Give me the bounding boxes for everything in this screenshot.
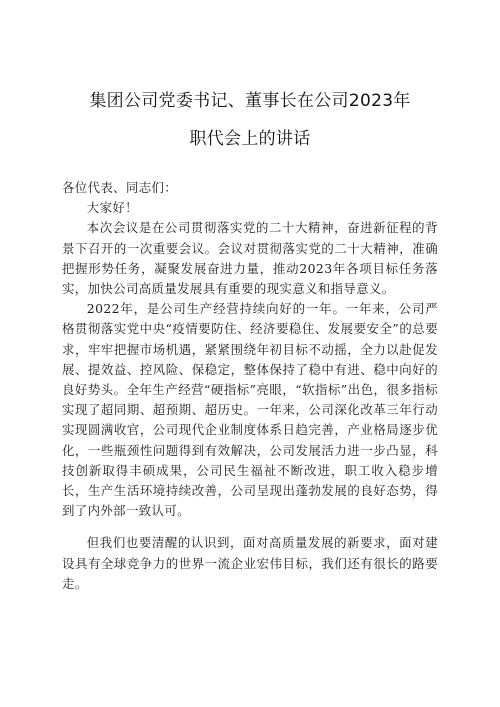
speech-body <box>62 178 438 594</box>
document-title-line-2: 职代会上的讲话 <box>189 129 311 149</box>
challenges-paragraph: 但我们也要清醒的认识到，面对高质量发展的新要求，面对建设具有全球竞争力的世界一流企业宏伟目标，我们还有很长的路要走。 <box>62 535 438 591</box>
greeting-paragraph: 大家好！ <box>86 200 138 216</box>
review-2022-paragraph: 2022年，是公司生产经营持续向好的一年。一年来，公司严格贯彻落实党中央“疫情要防住、经济要稳住、发展要安全”的总要求，牢牢把握市场机遇，紧紧围绕年初目标不动摇，全力以赴促发展、提效益、控风险、保稳定，整体保持了稳中有进、稳中向好的良好势头。全年生产经营“硬指标”亮眼，“软指标”出色，很多指标实现了超同期、超预期、超历史。一年来，公司深化改革三年行动实现圆满收官，公司现代企业制度体系日趋完善，产业格局逐步优化，一些瓶颈性问题得到有效解决，公司发展活力进一步凸显，科技创新取得丰硕成果，公司民生福祉不断改进，职工收入稳步增长，生产生活环境持续改善，公司呈现出蓬勃发展的良好态势，得到了内外部一致认可。 <box>62 301 438 519</box>
meeting-intro-paragraph: 本次会议是在公司贯彻落实党的二十大精神，奋进新征程的背景下召开的一次重要会议。会议对贯彻落实党的二十大精神，准确把握形势任务，凝聚发展奋进力量，推动2023年各项目标任务落实，加快公司高质量发展具有重要的现实意义和指导意义。 <box>62 220 438 297</box>
salutation: 各位代表、同志们： <box>62 180 178 195</box>
document-title-line-1: 集团公司党委书记、董事长在公司2023年 <box>89 91 411 111</box>
